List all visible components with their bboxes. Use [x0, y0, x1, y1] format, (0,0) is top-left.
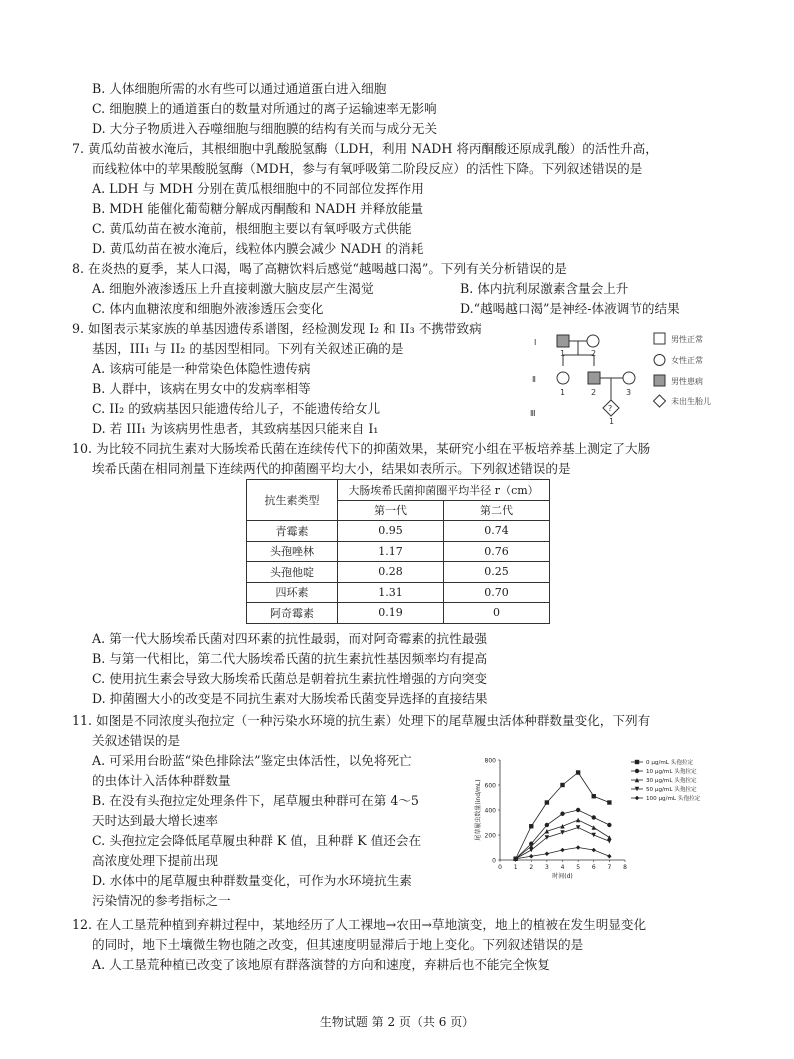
data-point	[576, 825, 580, 829]
q7-stem-line1: 7. 黄瓜幼苗被水淹后，其根细胞中乳酸脱氢酶（LDH，利用 NADH 将丙酮酸还原成乳酸）的活性升高，	[72, 141, 658, 156]
legend-unborn: 未出生胎儿	[671, 397, 711, 406]
data-point	[607, 823, 611, 827]
q10-option-a: A. 第一代大肠埃希氏菌对四环素的抗性最弱，而对阿奇霉素的抗性最强	[92, 631, 487, 646]
data-point	[560, 812, 564, 816]
q10-stem-line2: 埃希氏菌在相同剂量下连续两代的抑菌圈平均大小，结果如表所示。下列叙述错误的是	[92, 461, 571, 476]
gen-label-i: Ⅰ	[534, 338, 537, 347]
table-header-gen2: 第二代	[443, 500, 549, 521]
table-header-antibiotic: 抗生素类型	[247, 480, 338, 521]
q10-option-c: C. 使用抗生素会导致大肠埃希氏菌总是朝着抗生素抗性增强的方向突变	[92, 671, 488, 686]
data-point	[529, 848, 533, 852]
i2-normal-female	[587, 335, 599, 347]
x-tick-label: 6	[591, 864, 596, 871]
data-point	[592, 825, 596, 829]
cell-gen1: 1.17	[338, 541, 444, 562]
x-tick-label: 3	[544, 864, 549, 871]
ii2-number: 2	[591, 388, 597, 397]
q12-option-a: A. 人工垦荒种植已改变了该地原有群落演替的方向和速度，弃耕后也不能完全恢复	[92, 957, 550, 972]
q12-stem-line2: 的同时，地下土壤微生物也随之改变，但其速度明显滞后于地上变化。下列叙述错误的是	[92, 937, 584, 952]
legend-unborn-icon	[654, 395, 666, 407]
table-header-group: 大肠埃希氏菌抑菌圈平均半径 r（cm）	[338, 480, 550, 501]
q7-option-d: D. 黄瓜幼苗在被水淹后，线粒体内膜会减少 NADH 的消耗	[92, 241, 424, 256]
cell-gen1: 1.31	[338, 582, 444, 603]
y-tick-label: 600	[484, 782, 496, 790]
q9-stem-line2: 基因，III₁ 与 II₂ 的基因型相同。下列有关叙述正确的是	[92, 341, 404, 356]
q11-stem-line1: 11. 如图是不同浓度头孢拉定（一种污染水环境的抗生素）处理下的尾草履虫活体种群数量变化，下列有	[72, 713, 651, 728]
legend-male-affected-icon	[654, 375, 665, 386]
legend-male-normal: 男性正常	[671, 335, 703, 344]
data-point	[560, 783, 564, 787]
q11-option-b: B. 在没有头孢拉定处理条件下，尾草履虫种群可在第 4～5	[92, 793, 419, 808]
q11-option-c: C. 头孢拉定会降低尾草履虫种群 K 值，且种群 K 值还会在	[92, 833, 422, 848]
y-tick-label: 400	[484, 807, 496, 815]
data-point	[607, 854, 611, 858]
q11-option-a: A. 可采用台盼蓝“染色排除法”鉴定虫体活性，以免将死亡	[92, 753, 412, 768]
ii1-normal-female	[557, 372, 569, 384]
cell-gen2: 0	[443, 603, 549, 624]
q10-option-d: D. 抑菌圈大小的改变是不同抗生素对大肠埃希氏菌变异选择的直接结果	[92, 691, 488, 706]
table-row	[247, 541, 550, 562]
option-b-prev: B. 人体细胞所需的水有些可以通过通道蛋白进入细胞	[92, 81, 387, 96]
cell-name: 头孢他啶	[247, 562, 338, 583]
x-tick-label: 0	[498, 864, 502, 871]
data-point	[607, 800, 611, 804]
q9-option-a: A. 该病可能是一种常染色体隐性遗传病	[92, 361, 311, 376]
cell-gen2: 0.70	[443, 582, 549, 603]
cell-gen1: 0.95	[338, 521, 444, 542]
legend-label: 100 μg/mL 头孢拉定	[646, 796, 701, 803]
data-point	[545, 823, 549, 827]
cell-name: 四环素	[247, 582, 338, 603]
q7-option-b: B. MDH 能催化葡萄糖分解成丙酮酸和 NADH 并释放能量	[92, 201, 424, 216]
q9-option-d: D. 若 III₁ 为该病男性患者，其致病基因只能来自 I₁	[92, 421, 379, 436]
data-point	[529, 854, 533, 858]
q8-option-b: B. 体内抗利尿激素含量会上升	[460, 281, 629, 296]
data-point	[592, 833, 596, 837]
x-tick-label: 4	[560, 864, 565, 871]
ii1-number: 1	[560, 388, 566, 397]
table-row	[247, 562, 550, 583]
legend-male-affected: 男性患病	[671, 377, 703, 386]
cell-gen1: 0.19	[338, 603, 444, 624]
data-point	[592, 815, 596, 819]
data-point	[545, 829, 549, 833]
ii3-normal-female	[623, 372, 635, 384]
q11-option-c-cont: 高浓度处理下提前出现	[92, 853, 218, 868]
q9-option-b: B. 人群中，该病在男女中的发病率相等	[92, 381, 311, 396]
q9-option-c: C. II₂ 的致病基因只能遗传给儿子，不能遗传给女儿	[92, 401, 381, 416]
population-line-chart	[455, 750, 725, 885]
data-point	[607, 839, 611, 843]
legend-female-normal: 女性正常	[671, 356, 703, 365]
x-tick-label: 1	[513, 864, 518, 871]
data-point	[607, 835, 611, 839]
option-d-prev: D. 大分子物质进入吞噬细胞与细胞膜的结构有关而与成分无关	[92, 121, 438, 136]
x-tick-label: 2	[529, 864, 534, 871]
q8-option-d: D.“越喝越口渴”是神经-体液调节的结果	[460, 301, 680, 316]
data-point	[545, 852, 549, 856]
table-row	[247, 582, 550, 603]
q12-stem-line1: 12. 在人工垦荒种植到弃耕过程中，某地经历了人工裸地→农田→草地演变，地上的植被在发生明显变化	[72, 917, 647, 932]
data-point	[560, 830, 564, 834]
q11-option-a-cont: 的虫体计入活体种群数量	[92, 773, 231, 788]
q11-option-d: D. 水体中的尾草履虫种群数量变化，可作为水环境抗生素	[92, 873, 412, 888]
iii1-number: 1	[609, 417, 615, 424]
i1-number: 1	[560, 349, 566, 358]
y-axis-label: 尾草履虫数量(ind/mL)	[475, 779, 482, 841]
page-footer: 生物试题 第 2 页（共 6 页）	[319, 1015, 475, 1029]
y-tick-label: 0	[492, 857, 496, 865]
iii1-unknown-mark: ?	[608, 404, 613, 413]
q9-stem-line1: 9. 如图表示某家族的单基因遗传系谱图，经检测发现 I₂ 和 II₃ 不携带致病	[72, 321, 482, 336]
data-point	[560, 824, 564, 828]
cell-gen1: 0.28	[338, 562, 444, 583]
table-header-gen1: 第一代	[338, 500, 444, 521]
i2-number: 2	[591, 349, 597, 358]
q10-option-b: B. 与第一代相比，第二代大肠埃希氏菌的抗生素抗性基因频率均有提高	[92, 651, 488, 666]
q11-stem-line2: 关叙述错误的是	[92, 733, 181, 748]
q11-option-d-cont: 污染情况的参考指标之一	[92, 893, 231, 908]
q7-option-a: A. LDH 与 MDH 分别在黄瓜根细胞中的不同部位发挥作用	[92, 181, 424, 196]
q8-option-c: C. 体内血糖浓度和细胞外液渗透压会变化	[92, 301, 324, 316]
y-tick-label: 800	[484, 757, 496, 765]
data-point	[545, 800, 549, 804]
data-point	[529, 824, 533, 828]
i1-affected-male	[557, 335, 569, 347]
y-tick-label: 200	[484, 832, 496, 840]
x-tick-label: 5	[576, 864, 581, 871]
legend-female-normal-icon	[654, 355, 665, 366]
gen-label-ii: Ⅱ	[532, 375, 536, 384]
q7-stem-line2: 而线粒体中的苹果酸脱氢酶（MDH，参与有氧呼吸第二阶段反应）的活性下降。下列叙述错误的是	[92, 161, 643, 176]
gen-label-iii: Ⅲ	[530, 409, 536, 418]
x-tick-label: 8	[623, 864, 627, 871]
legend-marker	[635, 796, 639, 800]
q11-option-b-cont: 天时达到最大增长速率	[92, 813, 218, 828]
table-row	[247, 603, 550, 624]
q8-stem: 8. 在炎热的夏季，某人口渴，喝了高糖饮料后感觉“越喝越口渴”。下列有关分析错误的是	[72, 261, 567, 276]
legend-label: 10 μg/mL 头孢拉定	[646, 769, 697, 776]
antibiotic-results-table	[246, 479, 550, 624]
q10-stem-line1: 10. 为比较不同抗生素对大肠埃希氏菌在连续传代下的抑菌效果，某研究小组在平板培养基上测定了大肠	[72, 441, 651, 456]
legend-marker	[635, 760, 639, 764]
cell-name: 阿奇霉素	[247, 603, 338, 624]
option-c-prev: C. 细胞膜上的通道蛋白的数量对所通过的离子运输速率无影响	[92, 101, 437, 116]
legend-label: 0 μg/mL 头孢拉定	[646, 760, 694, 767]
cell-gen2: 0.76	[443, 541, 549, 562]
cell-name: 青霉素	[247, 521, 338, 542]
q8-option-a: A. 细胞外液渗透压上升直接刺激大脑皮层产生渴觉	[92, 281, 374, 296]
x-tick-label: 7	[607, 864, 612, 871]
ii3-number: 3	[626, 388, 632, 397]
pedigree-diagram	[528, 328, 748, 424]
x-axis-label: 时间(d)	[552, 873, 573, 880]
data-point	[592, 848, 596, 852]
legend-marker	[635, 769, 639, 773]
data-point	[592, 794, 596, 798]
legend-label: 50 μg/mL 头孢拉定	[646, 787, 697, 794]
data-point	[576, 808, 580, 812]
cell-gen2: 0.25	[443, 562, 549, 583]
q7-option-c: C. 黄瓜幼苗在被水淹前，根细胞主要以有氧呼吸方式供能	[92, 221, 412, 236]
ii2-affected-male	[588, 372, 600, 384]
data-point	[576, 770, 580, 774]
legend-label: 30 μg/mL 头孢拉定	[646, 778, 697, 785]
data-point	[576, 818, 580, 822]
data-point	[560, 848, 564, 852]
data-point	[576, 845, 580, 849]
cell-gen2: 0.74	[443, 521, 549, 542]
cell-name: 头孢唑林	[247, 541, 338, 562]
table-row	[247, 521, 550, 542]
legend-male-normal-icon	[654, 333, 665, 344]
